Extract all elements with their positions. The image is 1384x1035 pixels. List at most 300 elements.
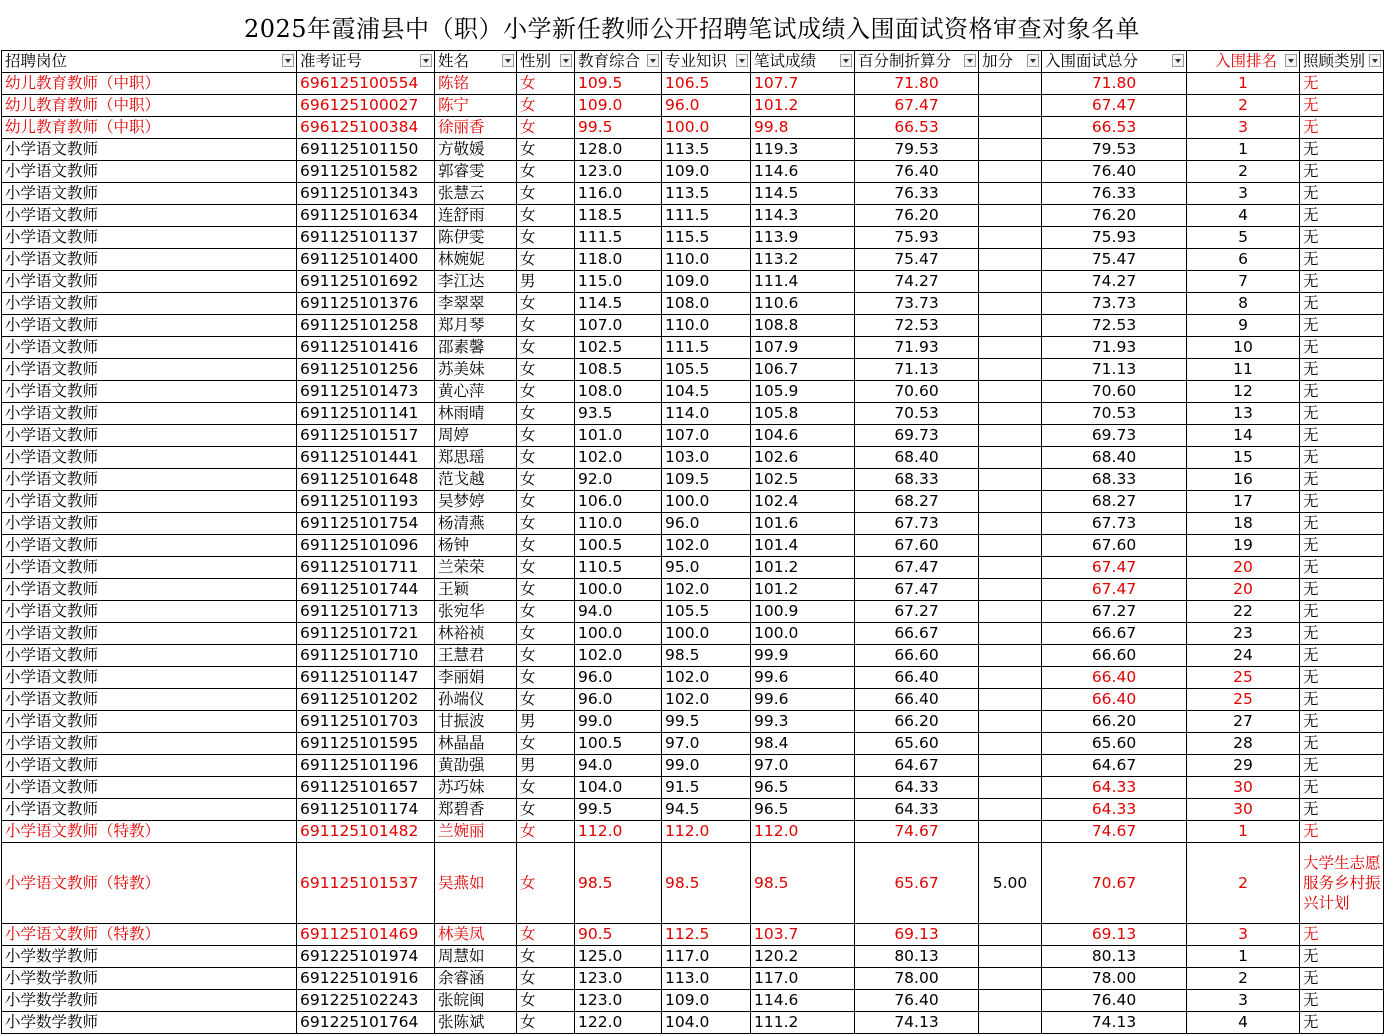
pct-cell: 67.47 (855, 95, 979, 117)
pct-cell: 64.33 (855, 777, 979, 799)
sex-cell: 女 (517, 579, 575, 601)
bonus-cell (979, 315, 1042, 337)
rank-cell: 20 (1187, 579, 1300, 601)
post-cell: 小学语文教师 (2, 733, 297, 755)
filter-dropdown-icon[interactable] (502, 54, 514, 67)
name-cell: 杨钟 (435, 535, 517, 557)
care-cell: 无 (1300, 469, 1384, 491)
post-cell: 小学语文教师 (2, 425, 297, 447)
post-cell: 小学语文教师 (2, 381, 297, 403)
pct-cell: 75.47 (855, 249, 979, 271)
bonus-cell (979, 139, 1042, 161)
sex-cell: 女 (517, 535, 575, 557)
pct-cell: 78.00 (855, 968, 979, 990)
total-cell: 70.53 (1042, 403, 1187, 425)
post-cell: 小学数学教师 (2, 1012, 297, 1034)
care-header[interactable] (1300, 51, 1384, 73)
sex-cell: 女 (517, 359, 575, 381)
sex-cell: 女 (517, 403, 575, 425)
total-cell: 70.60 (1042, 381, 1187, 403)
bonus-cell (979, 946, 1042, 968)
rank-cell: 22 (1187, 601, 1300, 623)
written-cell: 110.6 (751, 293, 855, 315)
sex-cell: 女 (517, 623, 575, 645)
id-header[interactable] (297, 51, 435, 73)
post-cell: 幼儿教育教师（中职） (2, 95, 297, 117)
total-cell: 76.40 (1042, 161, 1187, 183)
written-cell: 99.3 (751, 711, 855, 733)
care-cell: 无 (1300, 777, 1384, 799)
sex-cell: 女 (517, 843, 575, 924)
pro-cell: 98.5 (662, 645, 751, 667)
sex-cell: 女 (517, 337, 575, 359)
bonus-cell (979, 579, 1042, 601)
sex-cell: 女 (517, 491, 575, 513)
sex-cell: 女 (517, 381, 575, 403)
written-cell: 98.5 (751, 843, 855, 924)
post-cell: 幼儿教育教师（中职） (2, 117, 297, 139)
bonus-cell (979, 117, 1042, 139)
rank-cell: 2 (1187, 968, 1300, 990)
results-table (1, 50, 1384, 1034)
id-cell: 691125101258 (297, 315, 435, 337)
sex-cell: 女 (517, 117, 575, 139)
written-cell: 102.4 (751, 491, 855, 513)
filter-dropdown-icon[interactable] (736, 54, 748, 67)
total-cell: 71.80 (1042, 73, 1187, 95)
pro-cell: 109.0 (662, 990, 751, 1012)
total-cell: 64.33 (1042, 799, 1187, 821)
written-cell: 98.4 (751, 733, 855, 755)
table-row (2, 73, 1384, 95)
sex-cell: 女 (517, 799, 575, 821)
bonus-cell (979, 645, 1042, 667)
pct-cell: 66.53 (855, 117, 979, 139)
total-cell: 66.40 (1042, 689, 1187, 711)
post-cell: 小学语文教师 (2, 777, 297, 799)
written-cell: 99.6 (751, 667, 855, 689)
name-cell: 黄劭强 (435, 755, 517, 777)
total-cell: 72.53 (1042, 315, 1187, 337)
rank-cell: 24 (1187, 645, 1300, 667)
post-header[interactable] (2, 51, 297, 73)
post-cell: 小学语文教师 (2, 601, 297, 623)
bonus-cell (979, 1012, 1042, 1034)
id-cell: 691125101141 (297, 403, 435, 425)
total-cell: 66.67 (1042, 623, 1187, 645)
written-cell: 99.8 (751, 117, 855, 139)
written-header[interactable] (751, 51, 855, 73)
table-row (2, 601, 1384, 623)
bonus-cell (979, 161, 1042, 183)
id-cell: 691225101916 (297, 968, 435, 990)
column-label: 教育综合 (578, 52, 641, 70)
rank-cell: 3 (1187, 117, 1300, 139)
bonus-cell (979, 755, 1042, 777)
edu-cell: 128.0 (575, 139, 662, 161)
sex-cell: 女 (517, 601, 575, 623)
total-cell: 66.53 (1042, 117, 1187, 139)
filter-dropdown-icon[interactable] (647, 54, 659, 67)
edu-cell: 109.5 (575, 73, 662, 95)
post-cell: 幼儿教育教师（中职） (2, 73, 297, 95)
id-cell: 691225101764 (297, 1012, 435, 1034)
name-cell: 吴梦婷 (435, 491, 517, 513)
bonus-cell (979, 623, 1042, 645)
pro-cell: 98.5 (662, 843, 751, 924)
pct-cell: 80.13 (855, 946, 979, 968)
rank-cell: 9 (1187, 315, 1300, 337)
bonus-cell (979, 777, 1042, 799)
id-cell: 691125101711 (297, 557, 435, 579)
pct-cell: 74.67 (855, 821, 979, 843)
pct-cell: 70.53 (855, 403, 979, 425)
written-cell: 99.9 (751, 645, 855, 667)
sex-cell: 女 (517, 513, 575, 535)
id-cell: 691125101713 (297, 601, 435, 623)
rank-cell: 28 (1187, 733, 1300, 755)
care-cell: 无 (1300, 711, 1384, 733)
table-row (2, 381, 1384, 403)
edu-cell: 114.5 (575, 293, 662, 315)
total-cell: 68.40 (1042, 447, 1187, 469)
edu-cell: 123.0 (575, 968, 662, 990)
post-cell: 小学语文教师 (2, 491, 297, 513)
post-cell: 小学语文教师 (2, 799, 297, 821)
name-cell: 陈宁 (435, 95, 517, 117)
written-cell: 102.6 (751, 447, 855, 469)
bonus-cell (979, 227, 1042, 249)
written-cell: 111.2 (751, 1012, 855, 1034)
edu-cell: 100.0 (575, 623, 662, 645)
pro-cell: 114.0 (662, 403, 751, 425)
total-cell: 80.13 (1042, 946, 1187, 968)
total-cell: 68.33 (1042, 469, 1187, 491)
pct-cell: 66.67 (855, 623, 979, 645)
pct-cell: 67.47 (855, 579, 979, 601)
bonus-cell (979, 271, 1042, 293)
name-cell: 黄心萍 (435, 381, 517, 403)
bonus-cell (979, 924, 1042, 946)
written-cell: 105.9 (751, 381, 855, 403)
id-cell: 691125101343 (297, 183, 435, 205)
pct-cell: 68.40 (855, 447, 979, 469)
care-cell: 无 (1300, 968, 1384, 990)
rank-cell: 2 (1187, 95, 1300, 117)
care-cell: 无 (1300, 205, 1384, 227)
table-row (2, 95, 1384, 117)
pro-cell: 109.5 (662, 469, 751, 491)
rank-cell: 2 (1187, 161, 1300, 183)
name-cell: 李翠翠 (435, 293, 517, 315)
total-cell: 67.60 (1042, 535, 1187, 557)
pct-cell: 67.73 (855, 513, 979, 535)
pro-cell: 96.0 (662, 513, 751, 535)
filter-dropdown-icon[interactable] (1285, 54, 1297, 67)
table-row (2, 117, 1384, 139)
filter-dropdown-icon[interactable] (1027, 54, 1039, 67)
bonus-cell (979, 359, 1042, 381)
pct-cell: 68.33 (855, 469, 979, 491)
edu-cell: 106.0 (575, 491, 662, 513)
edu-cell: 112.0 (575, 821, 662, 843)
sex-cell: 女 (517, 924, 575, 946)
pct-header[interactable] (855, 51, 979, 73)
sex-cell: 女 (517, 293, 575, 315)
total-cell: 74.13 (1042, 1012, 1187, 1034)
filter-dropdown-icon[interactable] (420, 54, 432, 67)
table-row (2, 161, 1384, 183)
id-cell: 691125101634 (297, 205, 435, 227)
rank-cell: 5 (1187, 227, 1300, 249)
pct-cell: 66.40 (855, 667, 979, 689)
care-cell: 无 (1300, 645, 1384, 667)
name-cell: 陈伊雯 (435, 227, 517, 249)
table-row (2, 535, 1384, 557)
bonus-cell (979, 733, 1042, 755)
rank-cell: 8 (1187, 293, 1300, 315)
pct-cell: 76.33 (855, 183, 979, 205)
written-cell: 113.2 (751, 249, 855, 271)
name-cell: 兰婉丽 (435, 821, 517, 843)
bonus-header[interactable] (979, 51, 1042, 73)
pro-cell: 105.5 (662, 359, 751, 381)
edu-cell: 108.5 (575, 359, 662, 381)
total-cell: 74.27 (1042, 271, 1187, 293)
sex-cell: 女 (517, 425, 575, 447)
care-cell: 无 (1300, 381, 1384, 403)
post-cell: 小学语文教师 (2, 403, 297, 425)
sex-cell: 女 (517, 821, 575, 843)
bonus-cell (979, 183, 1042, 205)
rank-cell: 30 (1187, 777, 1300, 799)
bonus-cell (979, 667, 1042, 689)
table-row (2, 271, 1384, 293)
id-cell: 691125101744 (297, 579, 435, 601)
post-cell: 小学语文教师 (2, 227, 297, 249)
id-cell: 691125101754 (297, 513, 435, 535)
filter-dropdown-icon[interactable] (964, 54, 976, 67)
id-cell: 691125101400 (297, 249, 435, 271)
written-cell: 117.0 (751, 968, 855, 990)
care-cell: 无 (1300, 161, 1384, 183)
column-label: 性别 (520, 52, 552, 70)
written-cell: 114.5 (751, 183, 855, 205)
edu-cell: 101.0 (575, 425, 662, 447)
sex-cell: 女 (517, 990, 575, 1012)
edu-cell: 96.0 (575, 667, 662, 689)
table-row (2, 1012, 1384, 1034)
id-cell: 691125101416 (297, 337, 435, 359)
rank-cell: 11 (1187, 359, 1300, 381)
table-row (2, 623, 1384, 645)
care-cell: 无 (1300, 557, 1384, 579)
pct-cell: 74.27 (855, 271, 979, 293)
pct-cell: 66.20 (855, 711, 979, 733)
pct-cell: 69.73 (855, 425, 979, 447)
edu-cell: 99.5 (575, 117, 662, 139)
name-cell: 孙端仪 (435, 689, 517, 711)
edu-cell: 102.5 (575, 337, 662, 359)
pro-cell: 111.5 (662, 337, 751, 359)
table-row (2, 469, 1384, 491)
care-cell: 无 (1300, 755, 1384, 777)
filter-dropdown-icon[interactable] (840, 54, 852, 67)
id-cell: 691125101196 (297, 755, 435, 777)
care-cell: 无 (1300, 249, 1384, 271)
edu-cell: 111.5 (575, 227, 662, 249)
id-cell: 691125101469 (297, 924, 435, 946)
rank-cell: 14 (1187, 425, 1300, 447)
pro-cell: 117.0 (662, 946, 751, 968)
written-cell: 96.5 (751, 799, 855, 821)
care-cell: 无 (1300, 403, 1384, 425)
id-cell: 691125101473 (297, 381, 435, 403)
table-row (2, 579, 1384, 601)
care-cell: 无 (1300, 990, 1384, 1012)
filter-dropdown-icon[interactable] (1369, 54, 1381, 67)
name-cell: 郑碧香 (435, 799, 517, 821)
sex-header[interactable] (517, 51, 575, 73)
pro-cell: 96.0 (662, 95, 751, 117)
bonus-cell (979, 990, 1042, 1012)
care-cell: 无 (1300, 535, 1384, 557)
bonus-cell (979, 968, 1042, 990)
sex-cell: 女 (517, 1012, 575, 1034)
pct-cell: 72.53 (855, 315, 979, 337)
pct-cell: 67.27 (855, 601, 979, 623)
care-cell: 无 (1300, 425, 1384, 447)
edu-cell: 125.0 (575, 946, 662, 968)
total-cell: 65.60 (1042, 733, 1187, 755)
name-cell: 苏美妹 (435, 359, 517, 381)
column-label: 入围排名 (1214, 52, 1277, 70)
pro-cell: 102.0 (662, 689, 751, 711)
care-cell: 无 (1300, 1012, 1384, 1034)
name-cell: 周婷 (435, 425, 517, 447)
edu-cell: 94.0 (575, 755, 662, 777)
total-header[interactable] (1042, 51, 1187, 73)
rank-cell: 27 (1187, 711, 1300, 733)
written-cell: 108.8 (751, 315, 855, 337)
care-cell: 无 (1300, 95, 1384, 117)
table-row (2, 946, 1384, 968)
written-cell: 101.2 (751, 95, 855, 117)
rank-header[interactable] (1187, 51, 1300, 73)
bonus-cell (979, 491, 1042, 513)
edu-cell: 102.0 (575, 645, 662, 667)
bonus-cell (979, 425, 1042, 447)
table-row (2, 799, 1384, 821)
id-cell: 691125101657 (297, 777, 435, 799)
pro-cell: 108.0 (662, 293, 751, 315)
bonus-cell (979, 205, 1042, 227)
table-row (2, 337, 1384, 359)
pro-cell: 95.0 (662, 557, 751, 579)
pct-cell: 67.60 (855, 535, 979, 557)
sex-cell: 女 (517, 733, 575, 755)
pro-cell: 113.0 (662, 968, 751, 990)
filter-dropdown-icon[interactable] (560, 54, 572, 67)
care-cell: 无 (1300, 183, 1384, 205)
id-cell: 691225102243 (297, 990, 435, 1012)
edu-cell: 102.0 (575, 447, 662, 469)
sex-cell: 女 (517, 968, 575, 990)
care-cell: 无 (1300, 117, 1384, 139)
bonus-cell (979, 601, 1042, 623)
written-cell: 101.2 (751, 579, 855, 601)
edu-cell: 118.0 (575, 249, 662, 271)
table-row (2, 968, 1384, 990)
column-label: 招聘岗位 (5, 52, 68, 70)
pct-cell: 79.53 (855, 139, 979, 161)
written-cell: 114.6 (751, 161, 855, 183)
edu-cell: 100.5 (575, 733, 662, 755)
name-header[interactable] (435, 51, 517, 73)
pro-cell: 102.0 (662, 535, 751, 557)
post-cell: 小学语文教师 (2, 161, 297, 183)
rank-cell: 2 (1187, 843, 1300, 924)
total-cell: 75.93 (1042, 227, 1187, 249)
filter-dropdown-icon[interactable] (1172, 54, 1184, 67)
pct-cell: 76.40 (855, 990, 979, 1012)
edu-cell: 90.5 (575, 924, 662, 946)
filter-dropdown-icon[interactable] (282, 54, 294, 67)
edu-header[interactable] (575, 51, 662, 73)
pct-cell: 70.60 (855, 381, 979, 403)
rank-cell: 6 (1187, 249, 1300, 271)
sex-cell: 女 (517, 689, 575, 711)
name-cell: 张慧云 (435, 183, 517, 205)
name-cell: 张宛华 (435, 601, 517, 623)
name-cell: 徐丽香 (435, 117, 517, 139)
pro-cell: 104.0 (662, 1012, 751, 1034)
written-cell: 107.7 (751, 73, 855, 95)
care-cell: 无 (1300, 337, 1384, 359)
pct-cell: 71.13 (855, 359, 979, 381)
id-cell: 691125101517 (297, 425, 435, 447)
table-row (2, 513, 1384, 535)
sex-cell: 女 (517, 645, 575, 667)
pro-cell: 109.0 (662, 161, 751, 183)
id-cell: 691125101710 (297, 645, 435, 667)
sex-cell: 女 (517, 777, 575, 799)
edu-cell: 118.5 (575, 205, 662, 227)
total-cell: 76.20 (1042, 205, 1187, 227)
id-cell: 691125101648 (297, 469, 435, 491)
name-cell: 苏巧妹 (435, 777, 517, 799)
column-label: 百分制折算分 (858, 52, 952, 70)
table-row (2, 403, 1384, 425)
edu-cell: 116.0 (575, 183, 662, 205)
sex-cell: 女 (517, 667, 575, 689)
pro-header[interactable] (662, 51, 751, 73)
total-cell: 67.27 (1042, 601, 1187, 623)
edu-cell: 108.0 (575, 381, 662, 403)
edu-cell: 100.5 (575, 535, 662, 557)
edu-cell: 123.0 (575, 161, 662, 183)
pro-cell: 110.0 (662, 249, 751, 271)
pro-cell: 100.0 (662, 117, 751, 139)
sex-cell: 女 (517, 73, 575, 95)
edu-cell: 123.0 (575, 990, 662, 1012)
rank-cell: 17 (1187, 491, 1300, 513)
post-cell: 小学语文教师 (2, 183, 297, 205)
written-cell: 107.9 (751, 337, 855, 359)
written-cell: 114.3 (751, 205, 855, 227)
name-cell: 方敬媛 (435, 139, 517, 161)
name-cell: 王颖 (435, 579, 517, 601)
